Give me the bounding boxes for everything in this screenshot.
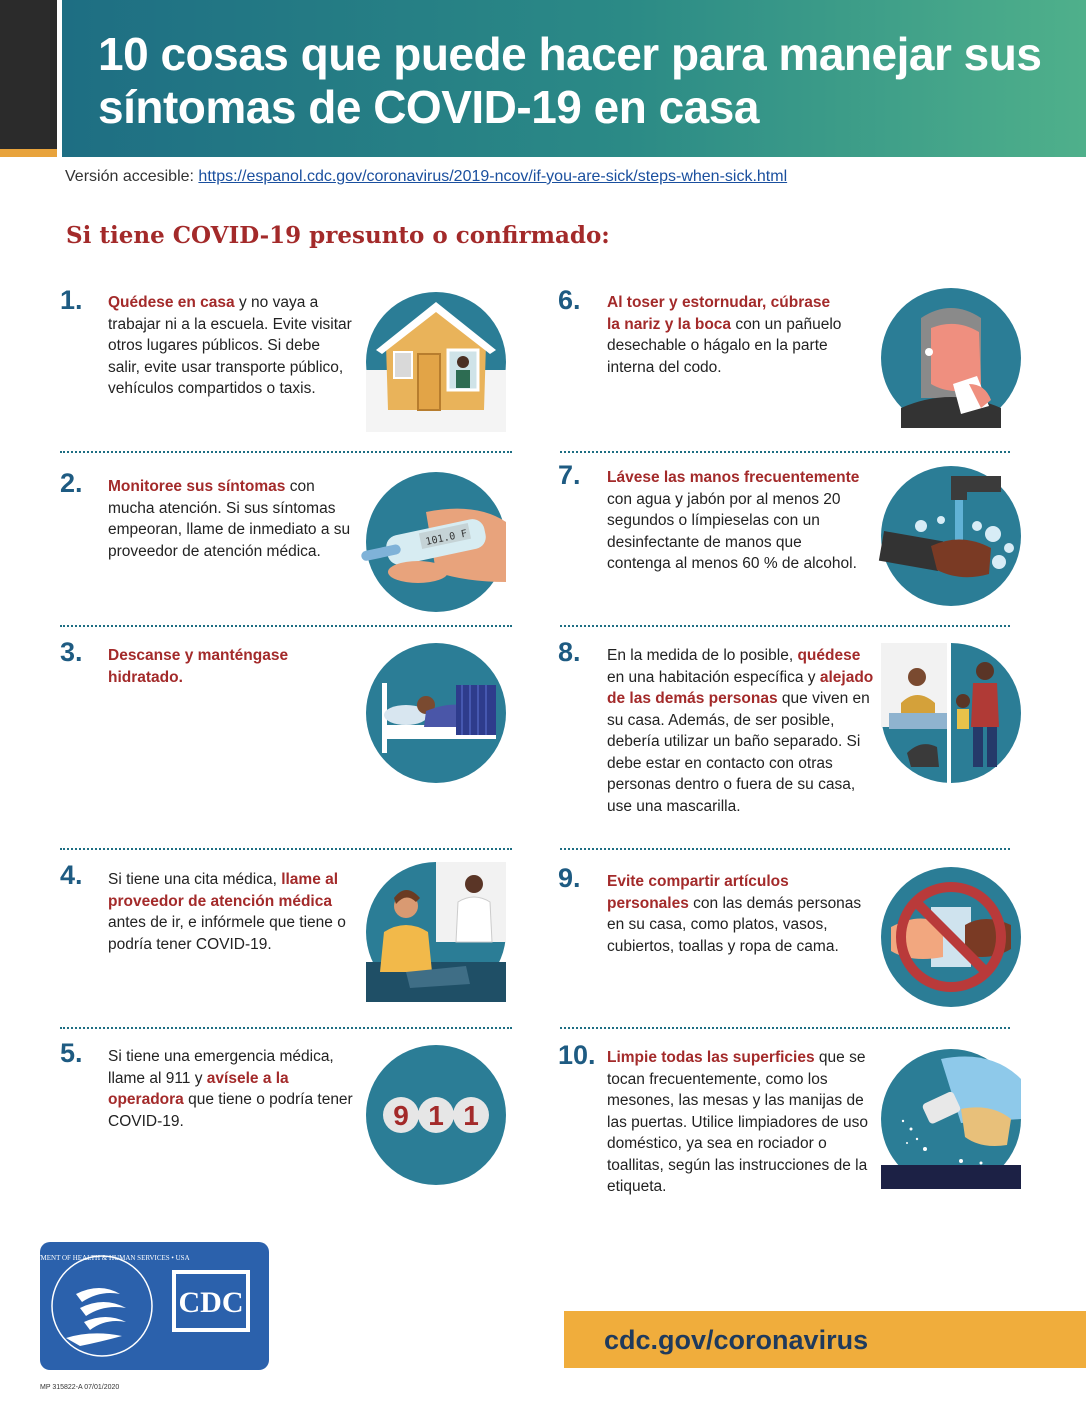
separator (60, 848, 512, 850)
accessible-version (65, 168, 787, 186)
digit-1: 1 (463, 1100, 479, 1131)
footer-bar (564, 1311, 1086, 1368)
resting-illustration (366, 643, 506, 783)
emergency-911-illustration (366, 1045, 506, 1185)
header-gold-accent (0, 149, 57, 157)
hhs-seal-text: DEPARTMENT OF HEALTH & HUMAN SERVICES • USA (14, 1254, 190, 1262)
no-sharing-illustration (881, 867, 1021, 1007)
item-number: 7. (558, 460, 581, 490)
separator (560, 625, 1010, 627)
separator (560, 848, 1010, 850)
handwashing-illustration (881, 466, 1021, 606)
item-number: 10. (558, 1040, 596, 1070)
item-number: 5. (60, 1038, 83, 1068)
separator (560, 451, 1010, 453)
item-number: 6. (558, 285, 581, 315)
house-illustration (366, 292, 506, 432)
separator (560, 1027, 1010, 1029)
sneeze-illustration (881, 288, 1021, 428)
item-number: 2. (60, 468, 83, 498)
cleaning-spray-illustration (881, 1049, 1021, 1189)
item-text: Si tiene una emergencia médica, llame al 911 y avísele a la operadora que tiene o podría tener COVID-19. (108, 1048, 353, 1130)
header-dark-bar (0, 0, 57, 149)
thermometer-reading: 101.0 F (424, 528, 469, 548)
item-text: Evite compartir artículos personales con las demás personas en su casa, como platos, vasos, cubiertos, toallas y ropa de cama. (607, 873, 862, 955)
accessible-link[interactable]: https://espanol.cdc.gov/coronavirus/2019-ncov/if-you-are-sick/steps-when-sick.html (198, 168, 788, 185)
document-id: MP 315822-A 07/01/2020 (40, 1384, 120, 1391)
item-text: Limpie todas las superficies que se tocan frecuentemente, como los mesones, las mesas y las manijas de las puertas. Utilice limpiadores de uso doméstico, ya sea en rociador o toallitas, según las instrucciones de la etiqueta. (607, 1049, 869, 1195)
section-subheading: Si tiene COVID-19 presunto o confirmado: (66, 222, 610, 249)
thermometer-illustration (366, 472, 506, 612)
digit-9: 9 (393, 1100, 409, 1131)
item-number: 3. (60, 637, 83, 667)
item-number: 1. (60, 285, 83, 315)
item-number: 9. (558, 863, 581, 893)
phone-call-illustration (366, 862, 506, 1002)
accessible-label: Versión accesible: (65, 168, 194, 185)
digit-1: 1 (428, 1100, 444, 1131)
cdc-wordmark: CDC (178, 1286, 244, 1319)
item-text: Quédese en casa y no vaya a trabajar ni a la escuela. Evite visitar otros lugares públicos. Si debe salir, evite usar transporte público, vehículos compartidos o taxis. (108, 294, 352, 397)
item-text: Lávese las manos frecuentemente con agua y jabón por al menos 20 segundos o límpieselas con un desinfectante de manos que contenga al menos 60 % de alcohol. (607, 469, 860, 572)
separator (60, 451, 512, 453)
item-number: 4. (60, 860, 83, 890)
header-banner (62, 0, 1086, 157)
separator (60, 625, 512, 627)
hhs-cdc-logo (14, 1242, 269, 1370)
isolation-illustration (881, 643, 1021, 783)
item-text: Si tiene una cita médica, llame al proveedor de atención médica antes de ir, e infórmele que tiene o podría tener COVID-19. (108, 871, 346, 953)
separator (60, 1027, 512, 1029)
item-number: 8. (558, 637, 581, 667)
page-title: 10 cosas que puede hacer para manejar sus síntomas de COVID-19 en casa (98, 28, 1042, 133)
item-text: Descanse y manténgase hidratado. (108, 647, 289, 686)
item-text: Al toser y estornudar, cúbrase la nariz y la boca con un pañuelo desechable o hágalo en la parte interna del codo. (607, 294, 842, 376)
footer-url[interactable]: cdc.gov/coronavirus (604, 1325, 869, 1355)
item-text: En la medida de lo posible, quédese en una habitación específica y alejado de las demás personas que viven en su casa. Además, de ser posible, debería utilizar un baño separado. Si debe estar en contacto con otras personas dentro o fuera de su casa, use una mascarilla. (607, 647, 874, 815)
item-text: Monitoree sus síntomas con mucha atención. Si sus síntomas empeoran, llame de inmediato a su proveedor de atención médica. (108, 478, 351, 560)
